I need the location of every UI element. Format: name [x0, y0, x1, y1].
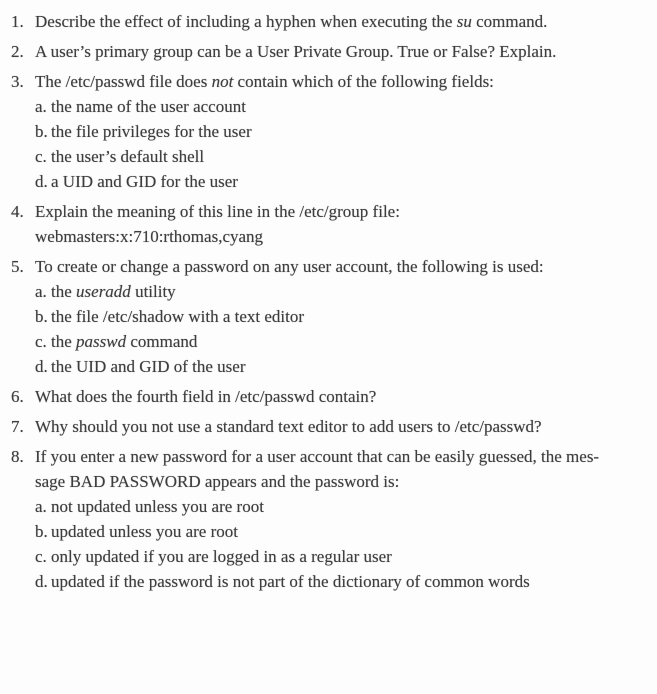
text-segment: command — [126, 332, 198, 351]
text-segment: If you enter a new password for a user account that can be easily guessed, the mes- — [35, 447, 600, 466]
option-letter: d. — [35, 357, 48, 376]
question-number: 6. — [11, 387, 24, 406]
question-body — [35, 39, 649, 64]
text-segment: the name of the user account — [51, 97, 246, 116]
question-text-line — [35, 224, 649, 249]
question-body — [35, 444, 649, 594]
question-item — [11, 444, 649, 594]
answer-option — [35, 354, 649, 379]
answer-option — [35, 144, 649, 169]
option-text — [51, 519, 649, 544]
text-segment: only updated if you are logged in as a regular user — [51, 547, 392, 566]
option-text — [51, 144, 649, 169]
option-text — [51, 544, 649, 569]
question-item — [11, 414, 649, 439]
text-segment: utility — [130, 282, 176, 301]
italic-text: su — [456, 12, 472, 31]
question-item — [11, 384, 649, 409]
answer-option — [35, 169, 649, 194]
option-letter: a. — [35, 282, 47, 301]
question-text-line — [35, 39, 649, 64]
question-text-line — [35, 9, 649, 34]
answer-option — [35, 304, 649, 329]
question-number: 2. — [11, 42, 24, 61]
question-text-line — [35, 254, 649, 279]
italic-text: not — [211, 72, 234, 91]
question-item — [11, 254, 649, 379]
option-text — [51, 569, 649, 594]
option-letter: b. — [35, 307, 48, 326]
question-text-line — [35, 414, 649, 439]
text-segment: the file /etc/shadow with a text editor — [51, 307, 305, 326]
answer-option — [35, 544, 649, 569]
question-item — [11, 39, 649, 64]
text-segment: The /etc/passwd file does — [35, 72, 212, 91]
text-segment: What does the fourth field in /etc/passwd contain? — [35, 387, 377, 406]
text-segment: A user’s primary group can be a User Private Group. True or False? Explain. — [35, 42, 557, 61]
text-segment: updated unless you are root — [51, 522, 238, 541]
question-body — [35, 414, 649, 439]
option-letter: d. — [35, 572, 48, 591]
question-body — [35, 9, 649, 34]
question-body — [35, 69, 649, 194]
italic-text: passwd — [76, 332, 127, 351]
question-body — [35, 199, 649, 249]
answer-option — [35, 494, 649, 519]
question-number: 5. — [11, 257, 24, 276]
answer-option — [35, 279, 649, 304]
text-segment: the — [51, 332, 77, 351]
answer-option — [35, 569, 649, 594]
text-segment: webmasters:x:710:rthomas,cyang — [35, 227, 264, 246]
text-segment: sage BAD PASSWORD appears and the password is: — [35, 472, 400, 491]
italic-text: useradd — [76, 282, 131, 301]
option-letter: c. — [35, 547, 47, 566]
text-segment: command. — [471, 12, 548, 31]
question-number: 1. — [11, 12, 24, 31]
option-text — [51, 354, 649, 379]
question-text-line — [35, 69, 649, 94]
option-text — [51, 304, 649, 329]
text-segment: To create or change a password on any user account, the following is used: — [35, 257, 544, 276]
question-item — [11, 199, 649, 249]
question-body — [35, 384, 649, 409]
answer-option — [35, 119, 649, 144]
text-segment: the — [51, 282, 77, 301]
option-letter: c. — [35, 332, 47, 351]
question-text-line — [35, 444, 649, 469]
option-text — [51, 329, 649, 354]
option-letter: a. — [35, 497, 47, 516]
question-number: 8. — [11, 447, 24, 466]
text-segment: not updated unless you are root — [51, 497, 264, 516]
text-segment: Explain the meaning of this line in the /etc/group file: — [35, 202, 400, 221]
option-text — [51, 169, 649, 194]
text-segment: a UID and GID for the user — [51, 172, 238, 191]
option-text — [51, 279, 649, 304]
question-item — [11, 69, 649, 194]
text-segment: Why should you not use a standard text editor to add users to /etc/passwd? — [35, 417, 542, 436]
option-text — [51, 119, 649, 144]
option-letter: d. — [35, 172, 48, 191]
answer-option — [35, 94, 649, 119]
option-letter: c. — [35, 147, 47, 166]
text-segment: updated if the password is not part of the dictionary of common words — [51, 572, 530, 591]
text-segment: the user’s default shell — [51, 147, 205, 166]
question-text-line — [35, 469, 649, 494]
question-text-line — [35, 384, 649, 409]
question-number: 7. — [11, 417, 24, 436]
answer-option — [35, 329, 649, 354]
text-segment: Describe the effect of including a hyphen when executing the — [35, 12, 457, 31]
option-letter: b. — [35, 122, 48, 141]
option-text — [51, 94, 649, 119]
question-text-line — [35, 199, 649, 224]
text-segment: the file privileges for the user — [51, 122, 252, 141]
answer-option — [35, 519, 649, 544]
option-letter: b. — [35, 522, 48, 541]
question-body — [35, 254, 649, 379]
question-number: 3. — [11, 72, 24, 91]
question-number: 4. — [11, 202, 24, 221]
text-segment: the UID and GID of the user — [51, 357, 246, 376]
question-item — [11, 9, 649, 34]
option-text — [51, 494, 649, 519]
option-letter: a. — [35, 97, 47, 116]
text-segment: contain which of the following fields: — [233, 72, 494, 91]
